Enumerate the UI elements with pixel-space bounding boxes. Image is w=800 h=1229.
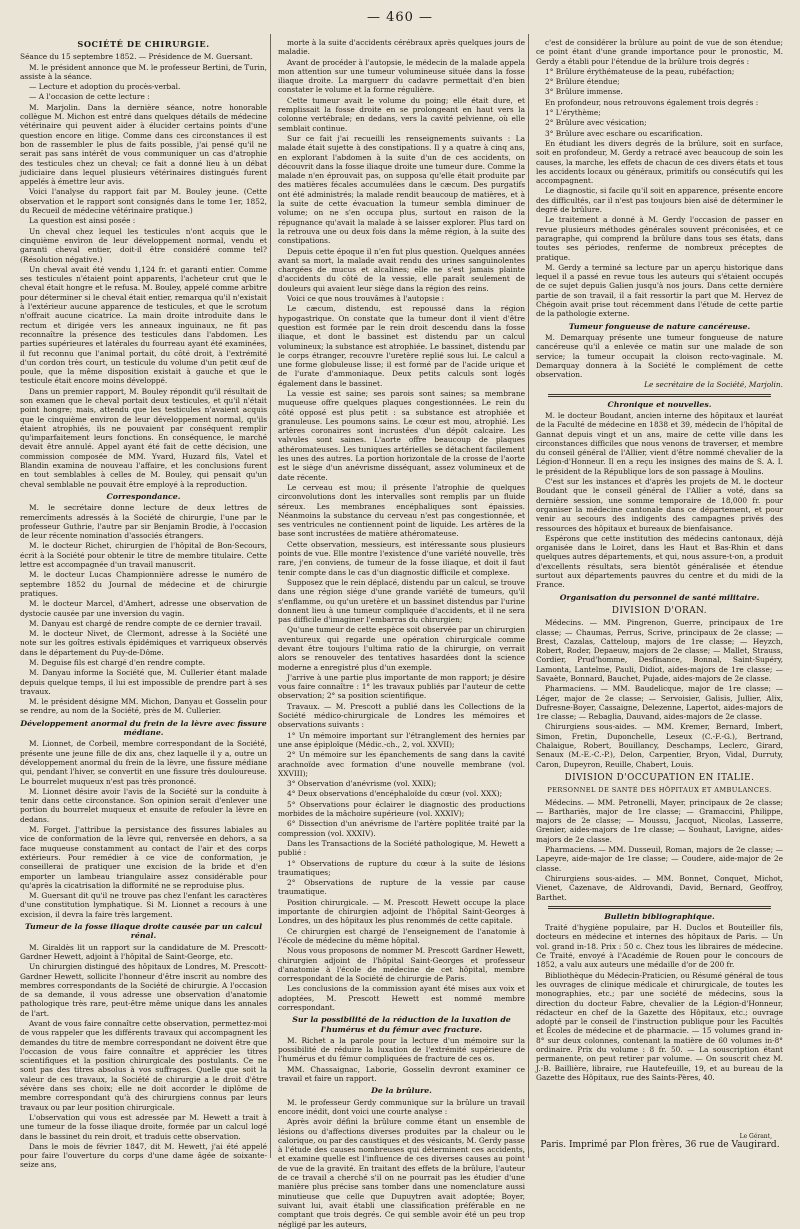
session-line: Séance du 15 septembre 1852. — Présidence de M. Guersant. bbox=[20, 52, 253, 62]
paragraph: M. le docteur Nivet, de Clermont, adresse à la Société une note sur les goîtres estivals épidémiques et varriqueux observés dans le département du Puy-de-Dôme. bbox=[20, 629, 267, 657]
column-2 bbox=[278, 38, 526, 1229]
paragraph: M. Demarquay présente une tumeur fongueuse de nature cancéreuse qu'il a enlevée ce matin sur une malade de son service; la tumeur occupait la cloison recto-vaginale. M. Demarquay donnera à la Société le complément de cette observation. bbox=[536, 332, 783, 380]
paragraph-group bbox=[536, 618, 783, 769]
separator-rule bbox=[548, 394, 771, 397]
subheading-luxation: Sur la possibilité de la réduction de la luxation de l'humérus et du fémur avec fracture. bbox=[292, 1015, 511, 1034]
paragraph: Pharmaciens. — MM. Baudelicque, major de 1re classe; — Léger, major de 2e classe; — Servoisier, Galisis, Jullier, Alix, Dufresne-Boyer, Cassaigne, Delezenne, Lapertot, aides-majors de 1re classe; — Rebaglia, Dauvand, aides-majors de 2e classe. bbox=[536, 684, 783, 722]
paragraph: M. Lionnet, de Corbeil, membre correspondant de la Société, présente une jeune fille de dix ans, chez laquelle il y a, outre un développement anormal du frein de la lèvre, une fissure médiane qui, pendant l'hiver, se convertit en une fissure très douloureuse. Le bourrelet muqueux n'est pas très prononcé. bbox=[20, 739, 267, 786]
paragraph: M. Danyau informe la Société que, M. Cullerier étant malade depuis quelque temps, il lui est impossible de prendre part à ses travaux. bbox=[20, 668, 267, 696]
paragraph: M. Giraldès lit un rapport sur la candidature de M. Prescott-Gardner Hewett, adjoint à l'hôpital de Saint-George, etc. bbox=[20, 942, 267, 961]
subheading-chronique: Chronique et nouvelles. bbox=[607, 399, 712, 409]
paragraph-group bbox=[278, 1036, 525, 1083]
paragraph: Position chirurgicale. — M. Prescott Hewett occupe la place importante de chirurgien adjoint de l'hôpital Saint-Georges à Londres, un des hôpitaux les plus renommés de cette capitale. bbox=[278, 897, 525, 926]
paragraph: Le cerveau est mou; il présente l'atrophie de quelques circonvolutions dont les intervalles sont remplis par un fluide séreux. Les membranes encéphaliques sont épaissies. Néanmoins la substance du cerveau n'est pas congestionnée, et ses ventricules ne contiennent point de liquide. Les artères de la base sont incrustées de matière athéromateuse. bbox=[278, 482, 525, 539]
paragraph: Chirurgiens sous-aides. — MM. Bonnet, Conquet, Michot, Vienet, Cazenave, de Aldrovandi, David, Bernard, Geoffroy, Barthet. bbox=[536, 873, 783, 902]
paragraph: Médecins. — MM. Petronelli, Mayer, principaux de 2e classe; — Barthariès, major de 1re classe; — Gramaccini, Philippe, majors de 2e classe; — Moussu, Jacquot, Nicolas, Lasserre, Grenier, aides-majors de 1re classe; — Souhaut, Lavigne, aides-majors de 2e classe. bbox=[536, 797, 783, 844]
paragraph: Le cæcum, distendu, est repoussé dans la région hypogastrique. On constate que la tumeur dont il vient d'être question est formée par le rein droit descendu dans la fosse iliaque, et dont le bassinet est distendu par un calcul volumineux; la substance est atrophiée. Le bassinet, distendu par le corps étranger, recouvre l'uretère replié sous lui. Le calcul a une forme globuleuse lisse; il est formé par de l'acide urique et de l'urate d'ammoniaque. Deux petits calculs sont logés également dans le bassinet. bbox=[278, 304, 525, 388]
paragraph: 2° Un mémoire sur les épanchements de sang dans la cavité arachnoïde avec formation d'une nouvelle membrane (vol. XXVIII); bbox=[278, 750, 525, 778]
paragraph: Espérons que cette institution des médecins cantonaux, déjà organisée dans le Loiret, dans les Haut et Bas-Rhin et dans quelques autres départements, et qui, nous assure-t-on, a produit d'excellents résultats, sera bientôt généralisée et étendue surtout aux départements pauvres du centre et du midi de la France. bbox=[536, 533, 783, 590]
paragraph: Qu'une tumeur de cette espèce soit observée par un chirurgien aventureux qui regarde une opération chirurgicale comme devant être toujours l'ultima ratio de la chirurgie, on verrait alors se renouveler des tentatives hasardées dont la science moderne a enregistré plus d'un exemple. bbox=[278, 625, 525, 672]
paragraph: M. le docteur Boudant, ancien interne des hôpitaux et lauréat de la Faculté de médecine en 1838 et 39, médecin de l'hôpital de Gannat depuis vingt et un ans, maire de cette ville dans les circonstances difficiles que nous venons de traverser, et membre du conseil général de l'Allier, vient d'être nommé chevalier de la Légion-d'Honneur. Il en a reçu les insignes des mains de S. A. I. le président de la République lors de son passage à Moulins. bbox=[536, 410, 783, 476]
subheading-tumeur-fongueuse: Tumeur fongueuse de nature cancéreuse. bbox=[568, 321, 751, 331]
paragraph: 2° Observations de rupture de la vessie par cause traumatique. bbox=[278, 878, 525, 897]
page-footer bbox=[540, 1133, 780, 1150]
paragraph: 3° Brûlure avec eschare ou escarification. bbox=[545, 128, 703, 138]
paragraph: C'est sur les instances et d'après les projets de M. le docteur Boudant que le conseil général de l'Allier a voté, dans sa dernière session, une somme temporaire de 18,000 fr. pour organiser la médecine cantonale dans ce département, et pour venir au secours des indigents des campagnes privés des ressources des hôpitaux et bureaux de bienfaisance. bbox=[536, 477, 783, 533]
paragraph: Sur ce fait j'ai recueilli les renseignements suivants : La malade était sujette à des constipations. Il y a quatre à cinq ans, en explorant l'abdomen à la suite d'un de ces accidents, on découvrit dans la fosse iliaque droite une tumeur dure. Comme la malade n'en éprouvait pas, on supposa qu'elle était produite par des matières fécales accumulées dans le cæcum. Des purgatifs ont été administrés; la malade rendit beaucoup de matières, et à la suite de cette évacuation la tumeur sembla diminuer de volume; on ne s'en occupa plus, surtout en raison de la répugnance qu'avait la malade à se laisser explorer. Plus tard on la retrouva une ou deux fois dans la même région, à la suite des constipations. bbox=[278, 133, 525, 246]
paragraph: Dans les Transactions de la Société pathologique, M. Hewett a publié : bbox=[278, 838, 525, 858]
paragraph: M. Richet a la parole pour la lecture d'un mémoire sur la possibilité de réduire la luxation de l'extrémité supérieure de l'humérus et du fémur compliquées de fracture de ces os. bbox=[278, 1035, 525, 1064]
paragraph: M. Gerdy a terminé sa lecture par un aperçu historique dans lequel il a passé en revue tous les auteurs qui s'étaient occupés de ce sujet depuis Galien jusqu'à nos jours. Dans cette dernière partie de son travail, il a fait ressortir la part que M. Hervez de Chégoin avait prise tout récemment dans l'étude de cette partie de la pathologie externe. bbox=[536, 262, 783, 319]
subheading-tumeur-iliaque: Tumeur de la fosse iliaque droite causée par un calcul rénal. bbox=[24, 922, 263, 941]
paragraph-group bbox=[536, 333, 783, 379]
paragraph: 2° Brûlure avec vésication; bbox=[545, 118, 647, 128]
paragraph: M. Deguise fils est chargé d'en rendre compte. bbox=[29, 658, 206, 667]
paragraph-group bbox=[20, 739, 267, 919]
paragraph: Le diagnostic, si facile qu'il soit en apparence, présente encore des difficultés, car il n'est pas toujours bien aisé de déterminer le degré de brûlure. bbox=[536, 186, 783, 215]
paragraph: La vessie est saine; ses parois sont saines; sa membrane muqueuse offre quelques plaques congestionnées. Le rein du côté opposé est plus petit : sa substance est atrophiée et granuleuse. Les poumons sains. Le cœur est mou, atrophié. Les artères coronaires sont incrustées d'un dépôt calcaire. Les valvules sont saines. L'aorte offre beaucoup de plaques athéromateuses. Les tuniques artérielles se détachent facilement les unes des autres. La portion horizontale de la crosse de l'aorte est le siège d'un anévrisme disséquant, assez volumineux et de date récente. bbox=[278, 388, 525, 482]
paragraph: M. le professeur Gerdy communique sur la brûlure un travail encore inédit, dont voici une courte analyse : bbox=[278, 1097, 525, 1116]
paragraph: — A l'occasion de cette lecture : bbox=[29, 92, 150, 102]
paragraph: En profondeur, nous retrouvons également trois degrés : bbox=[545, 97, 759, 107]
paragraph: c'est de considérer la brûlure au point de vue de son étendue; ce point étant d'une grande importance pour le pronostic, M. Gerdy a établi pour l'étendue de la brûlure trois degrés : bbox=[536, 38, 783, 66]
paragraph: Médecins. — MM. Pingrenon, Guerre, principaux de 1re classe; — Chaumas, Perrus, Scrive, principaux de 2e classe; — Brest, Cazalas, Catteloup, majors de 1re classe; — Heyzch, Robert, Roder, Depaeuw, majors de 2e classe; — Mallet, Strauss, Cordier, Prud'homme, Desfinance, Bonnal, Saint-Supéry, Lamonta, Lantelme, Pauli, Didiot, aides-majors de 1re classe; — Savaète, Bonnard, Bauchet, Pujade, aides-majors de 2e classe. bbox=[536, 618, 783, 683]
column-divider bbox=[270, 34, 271, 1158]
paragraph: 3° Observation d'anévrisme (vol. XXIX); bbox=[287, 779, 437, 789]
paragraph: 5° Observations pour éclairer le diagnostic des productions morbides de la mâchoire supérieure (vol. XXXIV); bbox=[278, 799, 525, 819]
paragraph: Le traitement a donné à M. Gerdy l'occasion de passer en revue plusieurs méthodes générales souvent préconisées, et ce paragraphe, qui comprend la brûlure dans tous ses états, dans toutes ses périodes, renferme de nombreux préceptes de pratique. bbox=[536, 215, 783, 262]
column-3 bbox=[536, 38, 783, 1156]
paragraph-group bbox=[536, 411, 783, 590]
paragraph: M. le président annonce que M. le professeur Bertini, de Turin, assiste à la séance. bbox=[20, 62, 267, 81]
paragraph: M. Lionnet désire avoir l'avis de la Société sur la conduite à tenir dans cette circonstance. Son opinion serait d'enlever une portion du bourrelet muqueux et ensuite de refouler la lèvre en dedans. bbox=[20, 786, 267, 824]
paragraph: 4° Deux observations d'encéphaloïde du cœur (vol. XXX); bbox=[287, 789, 503, 799]
paragraph: M. le président désigne MM. Michon, Danyau et Gosselin pour se rendre, au nom de la Société, près de M. Cullerier. bbox=[20, 697, 267, 716]
paragraph: 1° Un mémoire important sur l'étranglement des hernies par une anse épiploïque (Médic.-ch., 2, vol. XXVII); bbox=[278, 730, 525, 749]
paragraph: 2° Brûlure étendue; bbox=[545, 77, 620, 87]
paragraph: La question est ainsi posée : bbox=[29, 216, 136, 226]
paragraph: M. le docteur Richet, chirurgien de l'hôpital de Bon-Secours, écrit à la Société pour obtenir le titre de membre titulaire. Cette lettre est accompagnée d'un travail manuscrit. bbox=[20, 541, 267, 570]
paragraph: 1° Observations de rupture du cœur à la suite de lésions traumatiques; bbox=[278, 858, 525, 877]
paragraph: Avant de procéder à l'autopsie, le médecin de la malade appela mon attention sur une tumeur volumineuse située dans la fosse iliaque droite. La marguerr du cadavre permettait d'en bien constater le volume et la forme régulière. bbox=[278, 57, 525, 95]
paragraph: Bibliothèque du Médecin-Praticien, ou Résumé général de tous les ouvrages de clinique médicale et chirurgicale, de toutes les monographies, etc.; par une société de médecins, sous la direction du docteur Fabre, chevalier de la Légion-d'Honneur, rédacteur en chef de la Gazette des Hôpitaux, etc.; ouvrage adopté par le conseil de l'instruction publique pour les Facultés et Écoles de médecine et de pharmacie. — 15 volumes grand in-8° sur deux colonnes, contenant la matière de 60 volumes in-8° ordinaire. Prix du volume : 8 fr. 50. — La souscription étant permanente, on peut retirer par volume. — On souscrit chez M. J.-B. Baillière, libraire, rue Hautefeuille, 19, et au bureau de la Gazette des Hôpitaux, rue des Saints-Pères, 40. bbox=[536, 970, 783, 1082]
page-number: — 460 — bbox=[366, 10, 434, 25]
paragraph: Un cheval avait été vendu 1,124 fr. et garanti entier. Comme ses testicules n'étaient point apparents, l'acheteur crut que le cheval était hongre et le refusa. M. Bouley, appelé comme arbitre pour déterminer si le cheval était entier, remarqua qu'il n'existait à l'extérieur aucune apparence de testicules, et que le scrotum n'offrait aucune cicatrice. La main droite introduite dans le rectum et dirigée vers les anneaux inguinaux, ne fit pas reconnaître la présence des testicules dans l'abdomen. Les parties supérieures et latérales du fourreau ayant été examinées, il fut reconnu que l'animal portait, du côté droit, à l'extrémité d'un cordon très court, un testicule du volume d'un petit œuf de poule, que la même disposition existait à gauche et que le testicule était encore moins développé. bbox=[20, 264, 267, 386]
paragraph: Supposez que le rein déplacé, distendu par un calcul, se trouve dans une région siége d'une grande variété de tumeurs, qu'il s'enflamme, ou qu'un uretère et un bassinet distendus par l'urine donnent lieu à une tumeur compliquée d'accidents, et il ne sera pas difficile d'imaginer l'embarras du chirurgien; bbox=[278, 577, 526, 625]
paragraph: M. le docteur Marcel, d'Amhert, adresse une observation de dystocie causée par une inversion du vagin. bbox=[20, 599, 267, 618]
paragraph: M. le secrétaire donne lecture de deux lettres de remercîments adressés à la Société de chirurgie, l'une par le professeur Guthrie, l'autre par sir Benjamin Brodie, à l'occasion de leur récente nomination d'associés étrangers. bbox=[20, 503, 267, 541]
personnel-heading: PERSONNEL DE SANTÉ DES HÔPITAUX ET AMBULANCES. bbox=[547, 786, 772, 795]
paragraph-group bbox=[20, 503, 267, 716]
imprint-line: Paris. Imprimé par Plon frères, 36 rue de Vaugirard. bbox=[540, 1140, 780, 1150]
paragraph: Voici l'analyse du rapport fait par M. Bouley jeune. (Cette observation et le rapport sont consignés dans le tome 1er, 1852, du Recueil de médecine vétérinaire pratique.) bbox=[20, 187, 267, 216]
gerant-label: Le Gérant, bbox=[739, 1133, 772, 1140]
paragraph: Les conclusions de la commission ayant été mises aux voix et adoptées, M. Prescott Hewett est nommé membre correspondant. bbox=[278, 984, 525, 1012]
paragraph: Un chirurgien distingué des hôpitaux de Londres, M. Prescott-Gardner Hewett, sollicite l'honneur d'être inscrit au nombre des membres correspondants de la Société de chirurgie. A l'occasion de sa demande, il vous adresse une observation d'anatomie pathologique très rare, peut-être même unique dans les annales de l'art. bbox=[20, 962, 267, 1018]
paragraph-group bbox=[20, 63, 267, 489]
column-divider bbox=[528, 34, 529, 1158]
paragraph-group bbox=[20, 943, 267, 1170]
paragraph: Depuis cette époque il n'en fut plus question. Quelques années avant sa mort, la malade avait rendu des urines sanguinolentes chargées de mucus et alcalines; elle ne s'est jamais plainte d'accidents du côté de la vessie, elle paraît seulement de douleurs qui avaient leur siège dans la région des reins. bbox=[278, 246, 525, 293]
paragraph: Ce chirurgien est chargé de l'enseignement de l'anatomie à l'école de médecine du même hôpital. bbox=[278, 926, 525, 945]
paragraph: Dans un premier rapport, M. Bouley répondit qu'il résultait de son examen que le cheval portait deux testicules, et qu'il n'était point hongre; mais, attendu que les testicules n'avaient acquis que le cinquième environ de leur développement normal, qu'ils étaient atrophiés, ils ne pouvaient par conséquent remplir qu'imparfaitement leurs fonctions. En conséquence, le marché devait être annulé. Appel ayant été fait de cette décision, une commission composée de MM. Yvard, Huzard fils, Vatel et Blandin examina de nouveau l'affaire, et les conclusions furent en tout semblables à celles de M. Bouley, qui pensait qu'un cheval semblable ne pouvait être employé à la reproduction. bbox=[20, 386, 267, 489]
secretary-signature: Le secrétaire de la Société, Marjolin. bbox=[644, 380, 783, 390]
paragraph: Nous vous proposons de nommer M. Prescott Gardner Hewett, chirurgien adjoint de l'hôpital Saint-Georges et professeur d'anatomie à l'école de médecine de cet hôpital, membre correspondant de la Société de chirurgie de Paris. bbox=[278, 946, 525, 984]
column-1 bbox=[20, 38, 267, 1170]
paragraph: Travaux. — M. Prescott a publié dans les Collections de la Société médico-chirurgicale de Londres les mémoires et observations suivants : bbox=[278, 701, 525, 730]
paragraph-group bbox=[278, 1098, 525, 1229]
paragraph: En étudiant les divers degrés de la brûlure, soit en surface, soit en profondeur, M. Gerdy a retracé avec beaucoup de soin les causes, la marche, les effets de chacun de ces divers états et tous les accidents locaux ou généraux, primitifs ou consécutifs qui les accompagnent. bbox=[536, 138, 783, 186]
paragraph: 6° Dissection d'un anévrisme de l'artère poplitée traité par la compression (vol. XXXIV). bbox=[278, 819, 525, 838]
paragraph: M. Guersant dit qu'il ne trouve pas chez l'enfant les caractères d'une constitution lymphatique. Si M. Lionnet a recours à une excision, il devra la faire très largement. bbox=[20, 891, 267, 919]
subheading-brulure: De la brûlure. bbox=[371, 1086, 432, 1096]
paragraph-group bbox=[278, 38, 525, 1012]
paragraph: M. Forget. J'attribue la persistance des fissures labiales au vice de conformation de la lèvre qui, renversée en dehors, a sa face muqueuse constamment au contact de l'air et des corps extérieurs. Pour remédier à ce vice de conformation, je conseillerai de pratiquer une excision de la bride et d'en emporter un lambeau triangulaire assez considérable pour qu'après la cicatrisation la difformité ne se reproduise plus. bbox=[20, 825, 267, 890]
paragraph: Avant de vous faire connaître cette observation, permettez-moi de vous rappeler que les différents travaux qui accompagnent les demandes du titre de membre correspondant ne doivent être que l'occasion de vous faire connaître et apprécier les titres scientifiques et la position chirurgicale des postulants. Ce ne sont pas des titres absolus à vos suffrages. Quelle que soit la valeur de ces travaux, la Société de chirurgie a le droit d'être sévère dans ses choix; elle ne doit accorder le diplôme de membre correspondant qu'à des chirurgiens connus par leurs travaux ou par leur position chirurgicale. bbox=[20, 1018, 267, 1112]
paragraph: Un cheval chez lequel les testicules n'ont acquis que le cinquième environ de leur développement normal, vendu et garanti cheval entier, doit-il être considéré comme tel? (Résolution négative.) bbox=[20, 226, 267, 264]
paragraph-group bbox=[536, 798, 783, 902]
section-title-societe: SOCIÉTÉ DE CHIRURGIE. bbox=[77, 39, 210, 49]
paragraph: L'observation qui vous est adressée par M. Hewett a trait à une tumeur de la fosse iliaque droite, formée par un calcul logé dans le bassinet du rein droit, et traduis cette observation. bbox=[20, 1112, 267, 1141]
paragraph-group bbox=[536, 38, 783, 319]
paragraph: M. le docteur Lucas Championnière adresse le numéro de septembre 1852 du Journal de médecine et de chirurgie pratiques. bbox=[20, 570, 267, 598]
paragraph: M. Marjolin. Dans la dernière séance, notre honorable collègue M. Michon est entré dans quelques détails de médecine vétérinaire qui peuvent aider à élucider certains points d'une question encore en litige. Comme dans ces circonstances il est bon de rassembler le plus de faits possible, j'ai pensé qu'il ne serait pas sans intérêt de vous communiquer un cas d'atrophie des testicules chez un cheval; ce fait a donné lieu à un débat judiciaire dans lequel plusieurs vétérinaires distingués furent appelés à émettre leur avis. bbox=[20, 102, 267, 187]
paragraph: — Lecture et adoption du procès-verbal. bbox=[29, 82, 181, 92]
paragraph: J'arrive à une partie plus importante de mon rapport; je désire vous faire connaître : 1° les travaux publiés par l'auteur de cette observation; 2° sa position scientifique. bbox=[278, 672, 525, 701]
paragraph: Cette observation, messieurs, est intéressante sous plusieurs points de vue. Elle montre l'existence d'une variété nouvelle, très rare, j'en conviens, de tumeur de la fosse iliaque, et doit il faut tenir compte dans le cas d'un diagnostic difficile et complexe. bbox=[278, 539, 525, 577]
paragraph: Chirurgiens sous-aides. — MM. Kremer, Bernard, Imbert, Simon, Fretin, Duponchelle, Leseux (C.-F.-G.), Bertrand, Chalaigue, Robert, Bouillancy, Deschamps, Leclerc, Girard, Senaux (M.-E.-C.-P.), Delon, Carpentier, Bryon, Vidal, Durruty, Caron, Dupeyron, Reuille, Chabert, Louis. bbox=[536, 722, 783, 769]
paragraph: 1° Brûlure érythémateuse de la peau, rubéfaction; bbox=[545, 66, 735, 76]
paragraph: 1° L'érythème; bbox=[545, 108, 601, 118]
paragraph: M. Danyau est chargé de rendre compte de ce dernier travail. bbox=[29, 618, 262, 628]
separator-rule bbox=[548, 906, 771, 909]
division-oran-heading: DIVISION D'ORAN. bbox=[611, 605, 708, 616]
paragraph: Traité d'hygiène populaire, par H. Duclos et Bouteiller fils, docteurs en médecine et internes des hôpitaux de Paris. — Un vol. grand in-18. Prix : 50 c. Chez tous les libraires de médecine. Ce Traité, envoyé à l'Académie de Rouen pour le concours de 1852, a valu aux auteurs une médaille d'or de 200 fr. bbox=[536, 923, 783, 970]
paragraph-group bbox=[536, 923, 783, 1082]
paragraph: Dans le mois de février 1847, dit M. Hewett, j'ai été appelé pour faire l'ouverture du corps d'une dame âgée de soixante-seize ans, bbox=[20, 1141, 267, 1170]
subheading-bulletin: Bulletin bibliographique. bbox=[604, 911, 715, 921]
subheading-organisation: Organisation du personnel de santé militaire. bbox=[559, 592, 760, 602]
paragraph: Après avoir défini la brûlure comme étant un ensemble de lésions ou d'affections diverses produites par la chaleur ou le calorique, ou par des caustiques et des vésicants, M. Gerdy passe à l'étude des causes nombreuses qui déterminent ces accidents, et examine quelle est l'influence de ces diverses causes au point de vue de la gravité. En traitant des effets de la brûlure, l'auteur de ce travail a cherché s'il on ne pourrait pas les étudier d'une manière plus précise sans tomber dans une nomenclature aussi minutieuse que celle que Dupuytren avait adoptée; Boyer, suivant lui, avait établi une classification préférable en ne comptant que trois degrés. Ce qui semble avoir été un peu trop négligé par les auteurs, bbox=[278, 1117, 525, 1229]
paragraph: morte à la suite d'accidents cérébraux après quelques jours de maladie. bbox=[278, 38, 525, 57]
paragraph: Voici ce que nous trouvâmes à l'autopsie : bbox=[287, 294, 445, 304]
paragraph: Cette tumeur avait le volume du poing; elle était dure, et remplissait la fosse droite en se prolongeant en haut vers la colonne vertébrale; en dedans, vers la cavité pelvienne, où elle semblait continue. bbox=[278, 95, 525, 133]
paragraph: Pharmaciens. — MM. Dusseuil, Roman, majors de 2e classe; — Lapeyre, aide-major de 1re classe; — Coudere, aide-major de 2e classe. bbox=[536, 845, 783, 873]
subheading-frein-levre: Développement anormal du frein de la lèvre avec fissure médiane. bbox=[20, 718, 267, 738]
paragraph: 3° Brûlure immense. bbox=[545, 87, 623, 97]
paragraph: MM. Chassaignac, Laborie, Gosselin devront examiner ce travail et faire un rapport. bbox=[278, 1064, 525, 1084]
division-italie-heading: DIVISION D'OCCUPATION EN ITALIE. bbox=[564, 772, 755, 783]
subheading-correspondance: Correspondance. bbox=[106, 491, 181, 501]
